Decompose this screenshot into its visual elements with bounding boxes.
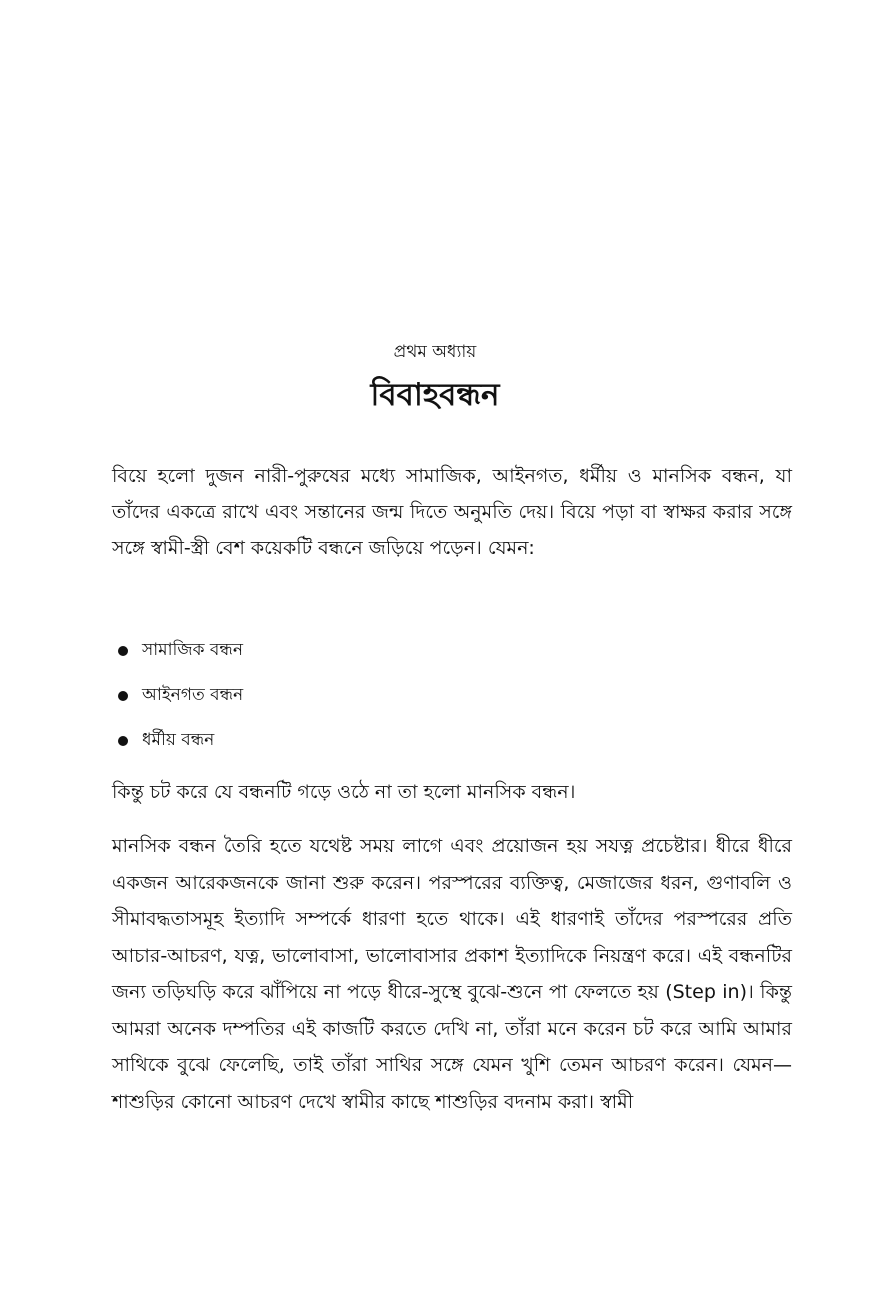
bond-list <box>112 628 792 763</box>
chapter-title: বিবাহবন্ধন <box>370 377 500 413</box>
list-item-label: ধর্মীয় বন্ধন <box>142 730 215 750</box>
list-item <box>112 628 792 673</box>
bullet-icon <box>118 691 128 701</box>
bullet-icon <box>118 646 128 656</box>
but-paragraph: কিন্তু চট করে যে বন্ধনটি গড়ে ওঠে না তা হলো মানসিক বন্ধন। <box>112 781 576 803</box>
list-item <box>112 673 792 718</box>
list-item-label: সামাজিক বন্ধন <box>142 640 243 660</box>
chapter-label: প্রথম অধ্যায় <box>393 342 477 362</box>
list-item-label: আইনগত বন্ধন <box>142 685 244 705</box>
intro-paragraph: বিয়ে হলো দুজন নারী-পুরুষের মধ্যে সামাজিক, আইনগত, ধর্মীয় ও মানসিক বন্ধন, যা তাঁদের একত্রে রাখে এবং সন্তানের জন্ম দিতে অনুমতি দেয়। বিয়ে পড়া বা স্বাক্ষর করার সঙ্গে সঙ্গে স্বামী-স্ত্রী বেশ কয়েকটি বন্ধনে জড়িয়ে পড়েন। যেমন: <box>112 465 792 559</box>
bullet-icon <box>118 736 128 746</box>
list-item <box>112 718 792 763</box>
mental-bond-paragraph: মানসিক বন্ধন তৈরি হতে যথেষ্ট সময় লাগে এবং প্রয়োজন হয় সযত্ন প্রচেষ্টার। ধীরে ধীরে একজন আরেকজনকে জানা শুরু করেন। পরস্পরের ব্যক্তিত্ব, মেজাজের ধরন, গুণাবলি ও সীমাবদ্ধতাসমূহ ইত্যাদি সম্পর্কে ধারণা হতে থাকে। এই ধারণাই তাঁদের পরস্পরের প্রতি আচার-আচরণ, যত্ন, ভালোবাসা, ভালোবাসার প্রকাশ ইত্যাদিকে নিয়ন্ত্রণ করে। এই বন্ধনটির জন্য তড়িঘড়ি করে ঝাঁপিয়ে না পড়ে ধীরে-সুস্থে বুঝে-শুনে পা ফেলতে হয় (Step in)। কিন্তু আমরা অনেক দম্পতির এই কাজটি করতে দেখি না, তাঁরা মনে করেন চট করে আমি আমার সাথিকে বুঝে ফেলেছি, তাই তাঁরা সাথির সঙ্গে যেমন খুশি তেমন আচরণ করেন। যেমন— শাশুড়ির কোনো আচরণ দেখে স্বামীর কাছে শাশুড়ির বদনাম করা। স্বামী <box>112 835 792 1113</box>
